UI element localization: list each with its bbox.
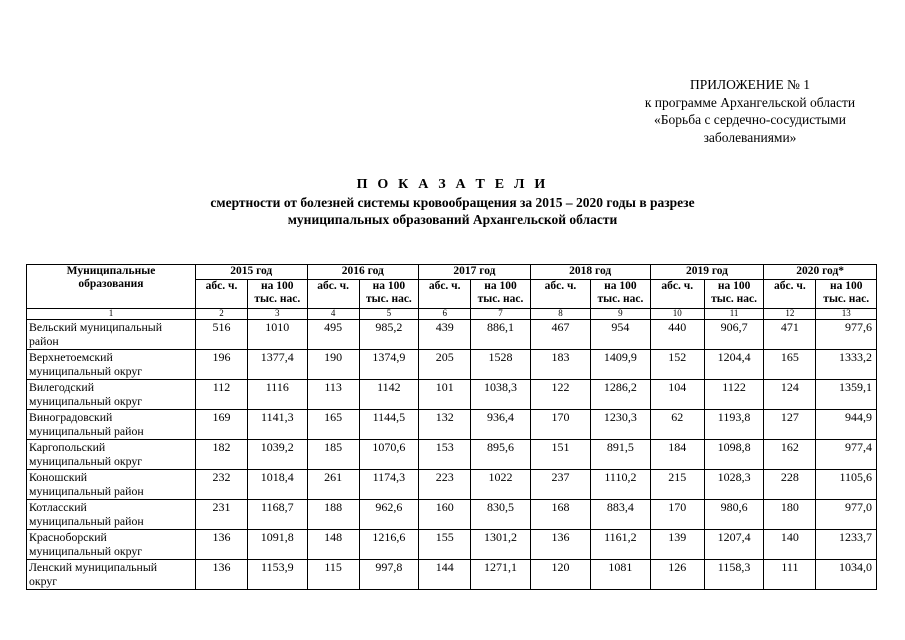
municipality-name bbox=[27, 530, 196, 560]
municipality-name-line: муниципальный район bbox=[29, 484, 144, 498]
header-year: 2015 год bbox=[195, 265, 307, 280]
cell-abs: 144 bbox=[419, 560, 471, 590]
municipality-name-line: Коношский bbox=[29, 470, 88, 484]
cell-abs: 471 bbox=[764, 320, 816, 350]
table-row bbox=[27, 350, 877, 380]
municipality-name-line: округ bbox=[29, 574, 58, 588]
cell-per-100k: 1116 bbox=[248, 380, 307, 410]
municipality-name bbox=[27, 380, 196, 410]
cell-per-100k: 1374,9 bbox=[359, 350, 418, 380]
cell-per-100k: 1359,1 bbox=[816, 380, 877, 410]
municipality-name-line: Верхнетоемский bbox=[29, 350, 113, 364]
municipality-name bbox=[27, 470, 196, 500]
title-line: муниципальных образований Архангельской области bbox=[287, 212, 618, 227]
cell-abs: 183 bbox=[530, 350, 590, 380]
cell-abs: 101 bbox=[419, 380, 471, 410]
municipality-name bbox=[27, 350, 196, 380]
cell-abs: 184 bbox=[650, 440, 704, 470]
cell-per-100k: 1141,3 bbox=[248, 410, 307, 440]
cell-per-100k: 1122 bbox=[704, 380, 763, 410]
header-municipal-line: образования bbox=[78, 278, 144, 290]
cell-abs: 104 bbox=[650, 380, 704, 410]
header-per-100k-line: тыс. нас. bbox=[711, 293, 757, 305]
cell-abs: 223 bbox=[419, 470, 471, 500]
cell-per-100k: 1233,7 bbox=[816, 530, 877, 560]
municipality-name bbox=[27, 560, 196, 590]
cell-abs: 215 bbox=[650, 470, 704, 500]
header-abs: абс. ч. bbox=[195, 280, 247, 309]
cell-abs: 170 bbox=[650, 500, 704, 530]
cell-abs: 113 bbox=[307, 380, 359, 410]
cell-abs: 165 bbox=[307, 410, 359, 440]
header-year: 2017 год bbox=[419, 265, 531, 280]
cell-per-100k: 1174,3 bbox=[359, 470, 418, 500]
cell-per-100k: 1193,8 bbox=[704, 410, 763, 440]
appendix-header bbox=[600, 76, 900, 146]
cell-per-100k: 977,6 bbox=[816, 320, 877, 350]
municipality-name-line: муниципальный район bbox=[29, 424, 144, 438]
column-number: 11 bbox=[704, 309, 763, 320]
cell-abs: 169 bbox=[195, 410, 247, 440]
title-line: смертности от болезней системы кровообращения за 2015 – 2020 годы в разрезе bbox=[210, 195, 695, 210]
municipality-name bbox=[27, 500, 196, 530]
header-per-100k-line: тыс. нас. bbox=[477, 293, 524, 305]
cell-per-100k: 985,2 bbox=[359, 320, 418, 350]
cell-abs: 190 bbox=[307, 350, 359, 380]
cell-abs: 62 bbox=[650, 410, 704, 440]
municipality-name-line: Виноградовский bbox=[29, 410, 113, 424]
cell-per-100k: 1204,4 bbox=[704, 350, 763, 380]
cell-abs: 140 bbox=[764, 530, 816, 560]
header-abs: абс. ч. bbox=[307, 280, 359, 309]
table-row bbox=[27, 470, 877, 500]
column-number: 6 bbox=[419, 309, 471, 320]
cell-per-100k: 1105,6 bbox=[816, 470, 877, 500]
cell-per-100k: 1153,9 bbox=[248, 560, 307, 590]
cell-per-100k: 1216,6 bbox=[359, 530, 418, 560]
table-row bbox=[27, 530, 877, 560]
cell-abs: 120 bbox=[530, 560, 590, 590]
table-header bbox=[27, 265, 877, 309]
header-per-100k bbox=[248, 280, 307, 309]
cell-abs: 148 bbox=[307, 530, 359, 560]
cell-abs: 136 bbox=[195, 560, 247, 590]
municipality-name-line: Вельский муниципальный bbox=[29, 320, 163, 334]
municipality-name-line: муниципальный округ bbox=[29, 364, 143, 378]
cell-abs: 139 bbox=[650, 530, 704, 560]
mortality-table bbox=[26, 264, 877, 590]
cell-per-100k: 962,6 bbox=[359, 500, 418, 530]
header-municipal bbox=[27, 265, 196, 309]
municipality-name-line: район bbox=[29, 334, 59, 348]
cell-per-100k: 1144,5 bbox=[359, 410, 418, 440]
header-per-100k bbox=[591, 280, 650, 309]
municipality-name-line: Каргопольский bbox=[29, 440, 106, 454]
cell-per-100k: 1528 bbox=[471, 350, 530, 380]
column-number: 3 bbox=[248, 309, 307, 320]
column-number: 2 bbox=[195, 309, 247, 320]
municipality-name-line: муниципальный округ bbox=[29, 544, 143, 558]
cell-abs: 439 bbox=[419, 320, 471, 350]
table-body bbox=[27, 309, 877, 590]
cell-abs: 111 bbox=[764, 560, 816, 590]
cell-per-100k: 1207,4 bbox=[704, 530, 763, 560]
column-number: 13 bbox=[816, 309, 877, 320]
cell-per-100k: 886,1 bbox=[471, 320, 530, 350]
cell-abs: 168 bbox=[530, 500, 590, 530]
cell-abs: 152 bbox=[650, 350, 704, 380]
cell-per-100k: 1142 bbox=[359, 380, 418, 410]
column-numbers-row bbox=[27, 309, 877, 320]
header-year: 2018 год bbox=[530, 265, 650, 280]
cell-per-100k: 1018,4 bbox=[248, 470, 307, 500]
header-per-100k bbox=[816, 280, 877, 309]
cell-per-100k: 1286,2 bbox=[591, 380, 650, 410]
cell-abs: 115 bbox=[307, 560, 359, 590]
cell-abs: 124 bbox=[764, 380, 816, 410]
header-per-100k bbox=[471, 280, 530, 309]
cell-abs: 126 bbox=[650, 560, 704, 590]
column-number: 7 bbox=[471, 309, 530, 320]
cell-abs: 153 bbox=[419, 440, 471, 470]
column-number: 5 bbox=[359, 309, 418, 320]
header-per-100k-line: на 100 bbox=[484, 280, 517, 292]
cell-abs: 231 bbox=[195, 500, 247, 530]
municipality-name bbox=[27, 440, 196, 470]
cell-abs: 467 bbox=[530, 320, 590, 350]
column-number: 1 bbox=[27, 309, 196, 320]
table-row bbox=[27, 440, 877, 470]
cell-per-100k: 1271,1 bbox=[471, 560, 530, 590]
header-per-100k-line: тыс. нас. bbox=[823, 293, 870, 305]
cell-per-100k: 1039,2 bbox=[248, 440, 307, 470]
header-per-100k-line: на 100 bbox=[829, 280, 863, 292]
municipality-name-line: Котласский bbox=[29, 500, 87, 514]
header-year: 2019 год bbox=[650, 265, 764, 280]
header-per-100k-line: на 100 bbox=[372, 280, 406, 292]
cell-per-100k: 1010 bbox=[248, 320, 307, 350]
cell-abs: 112 bbox=[195, 380, 247, 410]
cell-abs: 122 bbox=[530, 380, 590, 410]
header-abs: абс. ч. bbox=[419, 280, 471, 309]
cell-abs: 237 bbox=[530, 470, 590, 500]
cell-per-100k: 1070,6 bbox=[359, 440, 418, 470]
cell-per-100k: 1168,7 bbox=[248, 500, 307, 530]
cell-per-100k: 1161,2 bbox=[591, 530, 650, 560]
cell-per-100k: 980,6 bbox=[704, 500, 763, 530]
cell-abs: 136 bbox=[530, 530, 590, 560]
municipality-name-line: Красноборский bbox=[29, 530, 107, 544]
cell-abs: 160 bbox=[419, 500, 471, 530]
cell-abs: 162 bbox=[764, 440, 816, 470]
title-main: П О К А З А Т Е Л И bbox=[356, 177, 549, 192]
cell-abs: 185 bbox=[307, 440, 359, 470]
cell-per-100k: 1034,0 bbox=[816, 560, 877, 590]
header-per-100k-line: тыс. нас. bbox=[597, 293, 644, 305]
cell-abs: 516 bbox=[195, 320, 247, 350]
cell-per-100k: 830,5 bbox=[471, 500, 530, 530]
column-number: 4 bbox=[307, 309, 359, 320]
cell-per-100k: 977,4 bbox=[816, 440, 877, 470]
cell-per-100k: 977,0 bbox=[816, 500, 877, 530]
cell-per-100k: 1081 bbox=[591, 560, 650, 590]
table-row bbox=[27, 500, 877, 530]
table-row bbox=[27, 380, 877, 410]
cell-per-100k: 906,7 bbox=[704, 320, 763, 350]
cell-abs: 170 bbox=[530, 410, 590, 440]
cell-abs: 182 bbox=[195, 440, 247, 470]
table-row bbox=[27, 320, 877, 350]
cell-per-100k: 1230,3 bbox=[591, 410, 650, 440]
header-per-100k bbox=[359, 280, 418, 309]
cell-per-100k: 1158,3 bbox=[704, 560, 763, 590]
cell-abs: 180 bbox=[764, 500, 816, 530]
header-per-100k bbox=[704, 280, 763, 309]
cell-abs: 232 bbox=[195, 470, 247, 500]
header-municipal-line: Муниципальные bbox=[66, 265, 156, 277]
table-row bbox=[27, 410, 877, 440]
cell-abs: 196 bbox=[195, 350, 247, 380]
appendix-line: заболеваниями» bbox=[703, 129, 797, 145]
cell-abs: 188 bbox=[307, 500, 359, 530]
appendix-title: ПРИЛОЖЕНИЕ № 1 bbox=[689, 77, 811, 92]
municipality-name-line: Ленский муниципальный bbox=[29, 560, 158, 574]
header-abs: абс. ч. bbox=[764, 280, 816, 309]
cell-abs: 151 bbox=[530, 440, 590, 470]
cell-per-100k: 1301,2 bbox=[471, 530, 530, 560]
header-per-100k-line: на 100 bbox=[717, 280, 751, 292]
table-row bbox=[27, 560, 877, 590]
header-per-100k-line: тыс. нас. bbox=[365, 293, 412, 305]
cell-abs: 136 bbox=[195, 530, 247, 560]
cell-abs: 228 bbox=[764, 470, 816, 500]
cell-per-100k: 883,4 bbox=[591, 500, 650, 530]
column-number: 10 bbox=[650, 309, 704, 320]
cell-abs: 155 bbox=[419, 530, 471, 560]
column-number: 9 bbox=[591, 309, 650, 320]
municipality-name bbox=[27, 410, 196, 440]
cell-per-100k: 891,5 bbox=[591, 440, 650, 470]
cell-per-100k: 895,6 bbox=[471, 440, 530, 470]
cell-per-100k: 1098,8 bbox=[704, 440, 763, 470]
header-year: 2020 год* bbox=[764, 265, 877, 280]
header-year: 2016 год bbox=[307, 265, 419, 280]
cell-per-100k: 1377,4 bbox=[248, 350, 307, 380]
appendix-line: «Борьба с сердечно-сосудистыми bbox=[654, 112, 846, 127]
cell-abs: 261 bbox=[307, 470, 359, 500]
cell-per-100k: 1022 bbox=[471, 470, 530, 500]
cell-per-100k: 1110,2 bbox=[591, 470, 650, 500]
cell-per-100k: 936,4 bbox=[471, 410, 530, 440]
municipality-name-line: муниципальный округ bbox=[29, 394, 143, 408]
cell-abs: 165 bbox=[764, 350, 816, 380]
cell-abs: 127 bbox=[764, 410, 816, 440]
municipality-name-line: муниципальный район bbox=[29, 514, 144, 528]
cell-per-100k: 1409,9 bbox=[591, 350, 650, 380]
appendix-line: к программе Архангельской области bbox=[644, 94, 856, 110]
cell-per-100k: 1038,3 bbox=[471, 380, 530, 410]
cell-per-100k: 1028,3 bbox=[704, 470, 763, 500]
cell-per-100k: 1091,8 bbox=[248, 530, 307, 560]
municipality-name-line: Вилегодский bbox=[29, 380, 95, 394]
header-abs: абс. ч. bbox=[530, 280, 590, 309]
header-per-100k-line: тыс. нас. bbox=[254, 293, 301, 305]
cell-per-100k: 1333,2 bbox=[816, 350, 877, 380]
municipality-name-line: муниципальный округ bbox=[29, 454, 143, 468]
cell-abs: 205 bbox=[419, 350, 471, 380]
cell-per-100k: 944,9 bbox=[816, 410, 877, 440]
cell-abs: 132 bbox=[419, 410, 471, 440]
cell-abs: 495 bbox=[307, 320, 359, 350]
cell-abs: 440 bbox=[650, 320, 704, 350]
header-abs: абс. ч. bbox=[650, 280, 704, 309]
cell-per-100k: 954 bbox=[591, 320, 650, 350]
document-title bbox=[0, 176, 905, 228]
header-per-100k-line: на 100 bbox=[261, 280, 294, 292]
header-per-100k-line: на 100 bbox=[604, 280, 637, 292]
municipality-name bbox=[27, 320, 196, 350]
column-number: 12 bbox=[764, 309, 816, 320]
column-number: 8 bbox=[530, 309, 590, 320]
cell-per-100k: 997,8 bbox=[359, 560, 418, 590]
